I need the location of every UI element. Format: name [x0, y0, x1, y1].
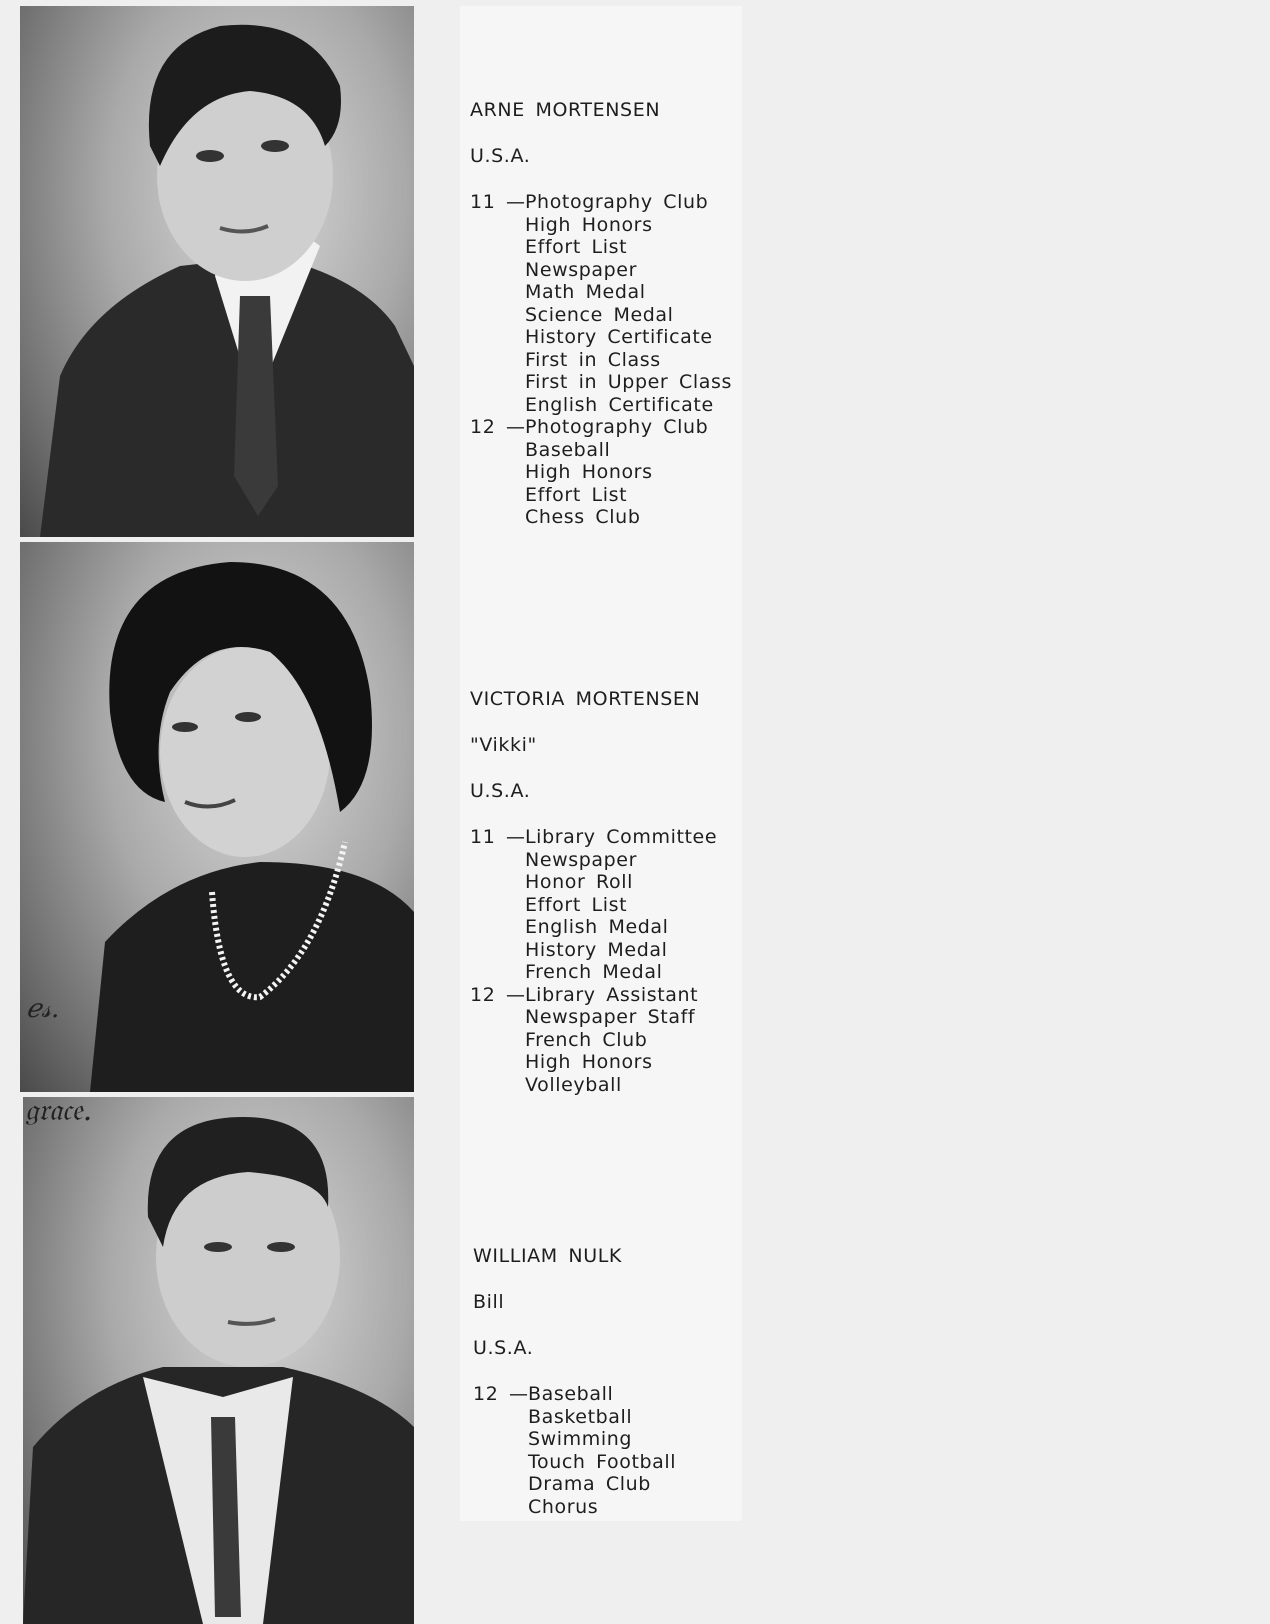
activity-item: English Certificate — [525, 393, 714, 416]
year-block — [473, 1383, 773, 1518]
activity-item: Newspaper — [525, 848, 638, 871]
activity-item: First in Upper Class — [525, 371, 732, 393]
signature-mark: ℯ𝓈. — [26, 994, 60, 1024]
activity-item: Chorus — [528, 1495, 599, 1518]
student-nickname: Bill — [473, 1291, 505, 1313]
year-block — [470, 416, 770, 529]
activity-item: English Medal — [525, 916, 669, 938]
activity-item: Effort List — [525, 893, 628, 916]
activity-list — [528, 1383, 676, 1518]
activity-item: Science Medal — [525, 303, 674, 326]
activity-item: Photography Club — [525, 191, 709, 213]
student-photo-william — [23, 1097, 414, 1624]
activity-item: Photography Club — [525, 416, 709, 438]
student-country: U.S.A. — [470, 145, 531, 167]
student-country: U.S.A. — [470, 780, 531, 802]
activity-item: Honor Roll — [525, 871, 633, 893]
activity-item: History Medal — [525, 938, 668, 961]
activity-item: Library Assistant — [525, 983, 699, 1006]
student-entry — [473, 1245, 773, 1518]
student-nickname: "Vikki" — [470, 734, 537, 756]
student-photo-arne — [20, 6, 414, 537]
year-label: 11 — — [470, 191, 526, 213]
activity-item: Touch Football — [528, 1450, 677, 1473]
activity-item: Effort List — [525, 236, 628, 258]
activity-list — [525, 191, 732, 416]
activity-item: Library Committee — [525, 826, 718, 848]
activity-item: High Honors — [525, 461, 653, 483]
activity-item: Drama Club — [528, 1473, 651, 1495]
year-label: 12 — — [470, 983, 526, 1006]
year-block — [470, 984, 770, 1097]
activity-item: French Medal — [525, 961, 663, 983]
activity-list — [525, 416, 708, 529]
year-block — [470, 826, 770, 984]
activity-list — [525, 826, 717, 984]
activity-item: Chess Club — [525, 506, 641, 528]
activity-list — [525, 984, 698, 1097]
activity-item: First in Class — [525, 348, 661, 371]
year-label: 12 — — [470, 416, 526, 438]
student-name: VICTORIA MORTENSEN — [470, 688, 701, 710]
student-entry — [470, 688, 770, 1096]
activity-item: History Certificate — [525, 326, 713, 348]
activity-item: Math Medal — [525, 281, 646, 303]
student-entry — [470, 99, 770, 529]
year-block — [470, 191, 770, 416]
activity-item: Newspaper — [525, 258, 638, 281]
student-name: ARNE MORTENSEN — [470, 99, 661, 121]
student-photo-victoria — [20, 542, 414, 1092]
activity-item: Baseball — [525, 438, 611, 461]
activity-item: French Club — [525, 1028, 648, 1051]
activity-item: Volleyball — [525, 1073, 622, 1096]
activity-item: Basketball — [528, 1405, 633, 1428]
activity-item: Newspaper Staff — [525, 1006, 696, 1028]
signature-mark: 𝔤𝔯𝔞𝔠𝔢. — [25, 1097, 93, 1128]
activity-item: High Honors — [525, 1051, 653, 1073]
year-label: 11 — — [470, 826, 526, 848]
activity-item: Swimming — [528, 1428, 633, 1450]
student-name: WILLIAM NULK — [473, 1245, 622, 1267]
year-label: 12 — — [473, 1383, 529, 1405]
activity-item: Effort List — [525, 483, 628, 506]
activity-item: Baseball — [528, 1383, 614, 1405]
activity-item: High Honors — [525, 213, 653, 236]
student-country: U.S.A. — [473, 1337, 534, 1359]
